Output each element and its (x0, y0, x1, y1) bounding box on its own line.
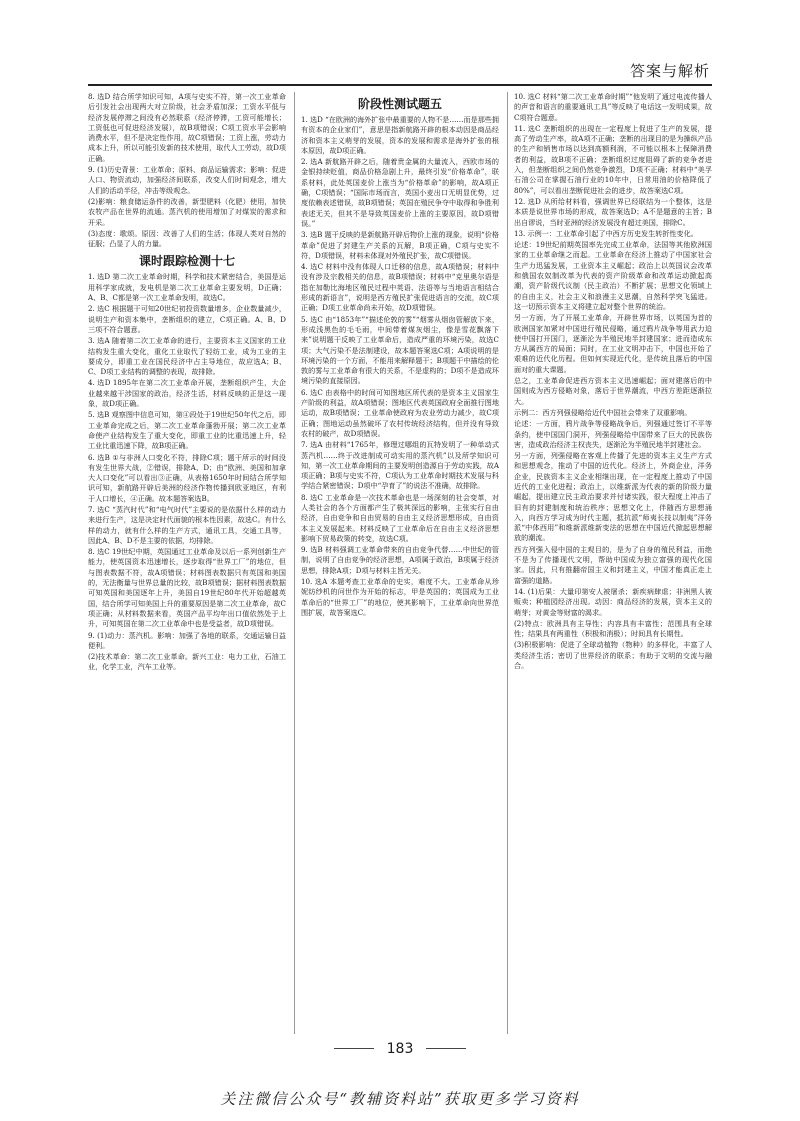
answer-item: (2)特点：欧洲具有主导性；内容具有丰富性；范围具有全球性；结果具有两重性（积极和消极）；时间具有长期性。 (514, 618, 712, 639)
page-number-dash-right (426, 1048, 466, 1049)
answer-item: 1. 选D 第二次工业革命时期，科学和技术紧密结合，美国是运用科学家成就，发电机是第二次工业革命主要发明，D正确；A、B、C都是第一次工业革命发明，故选C。 (88, 272, 286, 303)
answer-item: (3)态度：歌颂。原因：改善了人们的生活；体现人类对自然的征服；凸显了人的力量。 (88, 228, 286, 249)
answer-item: 另一方面，列强侵略在客观上传播了先进的资本主义生产方式和思想观念，推动了中国的近代化。经济上，外商企业，洋务企业，民族资本主义企业相继出现，在一定程度上推动了中国近代的工业化进程；政治上，以维新派为代表的新的阶级力量崛起，提出建立民主政治要求并付诸实践，很大程度上冲击了旧有的封建制度和统治秩序；思想文化上，伴随西方思想涌入，向西方学习成为时代主题，抵抗派“师夷长技以制夷”洋务派“中体西用”和维新派维新变法的思想在中国近代掀起思想解放的潮流。 (514, 451, 712, 543)
answer-item: 11. 选C 垄断组织的出现在一定程度上促进了生产的发展，提高了劳动生产率，故A项不正确；垄断的出现目的是为操纵产品的生产和销售市场以达到高额利润，不可能以根本上保障消费者的利益，故B项不正确；垄断组织过度阻碍了新的竞争者进入，但垄断组织之间仍然竞争激烈，D项不正确；材料中“美孚石油公司在掌握石油行业的10年中，日常用油的价格降低了80%”，可以看出垄断促进社会的进步，故答案选C项。 (514, 123, 712, 195)
column-middle (294, 92, 499, 1034)
column-left (88, 92, 286, 1034)
answer-item: 12. 选D 从所给材料看，强调世界已经联结为一个整体，这是本质是说世界市场的形成，故答案选D；A不是题意的主旨；B出自谬说，当时亚洲的经济发展没有超过美国，排除C。 (514, 196, 712, 227)
answer-item: 8. 选C 工业革命是一次技术革命也是一场深刻的社会变革，对人类社会的各个方面都产生了极其深远的影响，主张实行自由经济，自由竞争和自由贸易的自由主义经济思想形成，自由资本主义发展起来。材料反映了工业革命后在自由主义经济思想影响下贸易政策的转变，故选C项。 (301, 492, 499, 543)
section-title: 阶段性测试题五 (357, 97, 442, 111)
answer-item: 1. 选D “在欧洲的海外扩张中最重要的人物不是……而是那些拥有资本的企业家们”，意思是指新航路开辟的根本动因是商品经济和资本主义萌芽的发展，资本的发展和需求是海外扩张的根本原因，故D项正确。 (301, 115, 499, 155)
section-title: 课时跟踪检测十七 (138, 254, 235, 269)
answer-item: 论述：19世纪前期英国率先完成工业革命，法国等其他欧洲国家的工业革命继之而起。工业革命在经济上推动了中国家社会生产力迅猛发展，工业资本主义崛起；政治上以英国议会改革和俄国农奴制改革为代表的资产阶级革命和改革运动掀起高潮，资产阶级代议制（民主政治）不断扩展；思想文化领域上的自由主义，社会主义和浪漫主义思潮，自然科学突飞猛进。这一切预示资本主义将建立起对整个世界的统治。 (514, 240, 712, 311)
answer-item: 10. 选C 材料“第二次工业革命时期”“他发明了通过电流传播人的声音和语言的重要通讯工具”等反映了电话这一发明成果，故C项符合题意。 (514, 92, 712, 122)
answer-item: 14. (1)后果：大量印第安人被屠杀；新疾病肆虐；非洲黑人被贩卖；种植园经济出现。动因：商品经济的发展，资本主义的萌芽；对黄金等财富的渴求。 (514, 586, 712, 617)
answer-item: 6. 选B ①与非洲人口变化不符，排除C项；题干所示的时间没有发生世界大战，②错误，排除A、D；由“欧洲、美国和加拿大人口变化”可以看出③正确，从表格1650年时间结合所学知识可知，新航路开辟后美洲的经济作物传播到欧亚地区，有利于人口增长，④正确。故本题答案选B。 (88, 452, 286, 503)
answer-item: 4. 选D 1895年在第二次工业革命开展，垄断组织产生，大企业越来越干涉国家的政治，经济生活，材料反映的正是这一现象，故D项正确。 (88, 378, 286, 409)
answer-item: 5. 选C 由“1853年”“描述伦敦的雾”“烟雾从烟囱管解放下来，形成浅黑色的毛毛雨，中间带着煤灰烟尘，像是雪花飘落下来”说明题干反映了工业革命后，造成严重的环境污染，故选C项；大气污染不是法制建设，故本题答案选C项；A项说明的是环境污染的一个方面，不能用来解释题干；B项题干中描绘的伦敦的雾与工业革命有很大的关系，不是虚构的；D项不是造成环境污染的直接原因。 (301, 314, 499, 386)
answer-item: 西方列强入侵中国的主观目的，是为了自身的殖民利益，而绝不是为了传播现代文明，帮助中国成为独立富强的现代化国家。因此，只有推翻帝国主义和封建主义，中国才能真正走上富强的道路。 (514, 544, 712, 585)
answer-item: 2. 选A 新航路开辟之后，随着贵金属的大量流入，西欧市场的金银持续贬值，商品价格急剧上升，最终引发“价格革命”，联系材料，此处英国麦价上涨当为“价格革命”的影响，故A项正确，C项错误；“国际市场而言，英国小麦出口无明显优势，过度依赖表述错误，故B项错误；英国在殖民争夺中取得和争胜利表述无关，但其不是导致英国麦价上涨的主要原因，故D项错误。” (301, 157, 499, 228)
answer-item: 9. 选B 材料强调工业革命带来的自由竞争代替……中世纪的管制，说明了自由竞争的经济思想，A项属于政治，B项属于经济思想，排除A项；D项与材料主旨无关。 (301, 545, 499, 575)
answer-item: 13. 示例一：工业革命引起了中西方历史发生转折性变化。 (514, 228, 698, 238)
answer-item: (3)积极影响：促进了全球动植物（物种）的多样化，丰富了人类经济生活；密切了世界经济的联系；有助于文明的交流与融合。 (514, 640, 712, 671)
header-title: 答案与解析 (629, 62, 710, 80)
page-number-dash-left (334, 1048, 374, 1049)
answer-item: 另一方面，为了开展工业革命，开辟世界市场，以英国为首的欧洲国家加紧对中国进行殖民侵略，通过鸦片战争等用武力迫使中国打开国门，逐渐沦为半殖民地半封建国家；进而造成东方从属西方的局面；同时，在工业文明冲击下，中国也开始了艰难的近代化历程。但如何实现近代化，是传统且落后的中国面对的重大课题。 (514, 313, 712, 374)
page-number: 183 (386, 1041, 414, 1057)
answer-item: 8. 选D 结合所学知识可知，A项与史实不符，第一次工业革命后引发社会出现两大对立阶级，社会矛盾加深；工资水平低与经济发展停滞之间没有必然联系（经济停滞，工资可能增长；工资低也可促进经济发展），故B项错误；C项工资水平会影响消费水平，但不是决定性作用，故C项错误；工资上涨，劳动力成本上升，所以可能引发新的技术使用，取代人工劳动，故D项正确。 (88, 92, 286, 163)
answer-columns (88, 92, 712, 1034)
answer-item: 6. 选C 由表格中的时间可知图地区所代表的是资本主义国家生产阶级的利益，故A项错误；图地区代表英国政府全面推行图地运动，故B项错误；工业革命使政府为农业劳动力减少，故C项正确；图地运动虽然破坏了农村传统经济结构，但并没有导致农村的破产，故D项错误。 (301, 387, 499, 438)
answer-item: 总之，工业革命促进西方资本主义迅速崛起；面对建落后的中国则成为西方侵略对象，落后于世界潮流，中西方差距逐渐拉大。 (514, 376, 712, 406)
column-right (507, 92, 712, 1034)
answer-item: (2)影响：粮食储运条件的改善，新型肥料（化肥）使用，加快农牧产品在世界的流通。蒸汽机的使用增加了对煤炭的需求和开采。 (88, 196, 286, 227)
answer-item: 8. 选C 19世纪中期，英国通过工业革命及以后一系列创新生产能力，使英国资本迅速增长，逐步取得“世界工厂”的地位，但与图表数据不符，故A项错误；材料图表数据只有英国和美国的，无法衡量与世界总量的比较，故B项错误；据材料图表数据可知英国和美国逐年上升，美国自19世纪80年代开始超越英国，结合所学可知美国上升的重要原因是第二次工业革命，故C项正确；从材料数据来看，英国产品平均年出口值依然处于上升，可知英国在第二次工业革命中也是受益者，故D项错误。 (88, 547, 286, 629)
answer-item: 3. 选A 随着第二次工业革命的进行，主要资本主义国家的工业结构发生重大变化，重化工业取代了轻纺工业，成为工业的主要成分，即重工业在国民经济中占主导地位，故应选A；B、C、D项工业结构的调整的表现，故排除。 (88, 336, 286, 377)
answer-item: 4. 选C 材料中没有体现人口迁移的信息，故A项错误；材料中没有涉及宗教相关的信息，故B项错误；材料中“克里奥尔语是指在加勒比海地区殖民过程中英语、法语等与当地语言相结合形成的新语言”，说明是西方殖民扩张促进语言的交流，故C项正确；D项工业革命尚未开始，故D项错误。 (301, 262, 499, 313)
answer-item: 示例二：西方列强侵略给近代中国社会带来了双重影响。 (514, 407, 692, 417)
answer-item: 7. 选C “蒸汽时代”和“电气时代”主要说的是依据什么样的动力来进行生产，这是决定时代面貌的根本性因素，故选C。有什么样的动力，就有什么样的生产方式，通讯工具，交通工具等，因此A、B、D不是主要的依据，均排除。 (88, 504, 286, 545)
answer-item: 7. 选A 由材料“1765年，修理过哪组的瓦特发明了一种单动式蒸汽机……终于改进制成可动实用的蒸汽机”以及所学知识可知，第一次工业革命期间的主要发明创造源自于劳动实践，故A项正确；B项与史实不符，C项认为工业革命时期技术发展与科学结合紧密错误；D项中“孕育了”的说法不准确，故排除。 (301, 440, 499, 491)
answer-item: 10. 选A 本题考查工业革命的史实，难度不大。工业革命从珍妮纺纱机的问世作为开始的标志，甲是英国的；英国成为工业革命后的“世界工厂”的地位，使其影响下，工业革命向世界范围扩展，故答案选C。 (301, 577, 499, 617)
answer-item: 9. (1)历史背景：工业革命；原料、商品运输需求；影响：促进人口、物资流动，加强经济间联系，改变人们时间观念，增大人们的活动半径，冲击等级观念。 (88, 165, 286, 195)
answer-item: 论述：一方面，鸦片战争等侵略战争后，列强通过签订不平等条约，使中国国门洞开，列强侵略给中国带来了巨大的民族伤害，造成政治经济主权丧失，逐渐沦为半殖民地半封建社会。 (514, 419, 712, 449)
answer-item: 3. 选B 题干反映的是新航路开辟后物价上涨的现象，说明“价格革命”促进了封建生产关系的瓦解，B项正确，C项与史实不符，D项错误，材料未体现对外殖民扩张，故C项错误。 (301, 230, 499, 260)
answer-item: 5. 选B 观察图中信息可知，第④段处于19世纪50年代之后，即工业革命完成之后，第二次工业革命蓬勃开展；第二次工业革命使产业结构发生了重大变化，即重工业的比重迅速上升，轻工业比重迅速下降，故B项正确。 (88, 410, 286, 451)
footer-promo: 关注微信公众号“教辅资料站”获取更多学习资料 (220, 1090, 580, 1108)
page-number-block (0, 1038, 800, 1057)
answer-item: (2)技术革命：第二次工业革命。新兴工业：电力工业，石油工业，化学工业，汽车工业等。 (88, 652, 286, 672)
header-rule (88, 84, 712, 86)
answer-item: 2. 选C 根据题干可知20世纪初投资数量增多，企业数量减少，说明生产和资本集中，垄断组织的建立，C项正确。A、B、D三项不符合题意。 (88, 304, 286, 334)
answer-item: 9. (1)动力：蒸汽机。影响：加强了各地的联系，交通运输日益便利。 (88, 630, 286, 650)
